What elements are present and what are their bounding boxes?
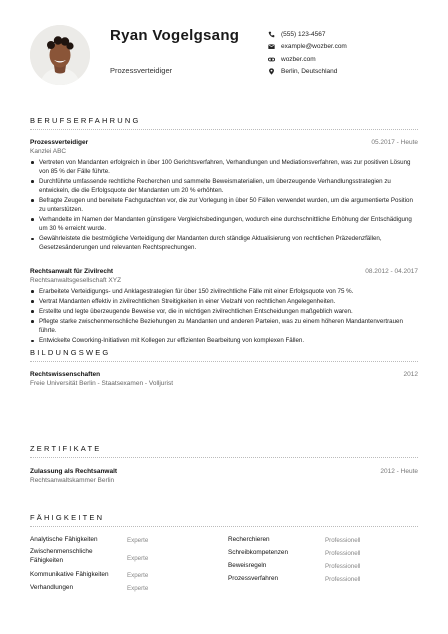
job-2-company: Rechtsanwaltsgesellschaft XYZ (30, 277, 122, 284)
education-institution: Freie Universität Berlin - Staatsexamen - Volljurist (30, 380, 174, 387)
contact-email-text[interactable]: example@wozber.com (281, 43, 347, 51)
skill-name: Recherchieren (228, 536, 270, 543)
skill-name: Prozessverfahren (228, 575, 279, 582)
section-title-skills: FÄHIGKEITEN (30, 513, 105, 522)
education-date: 2012 (403, 371, 418, 378)
skill-level: Experte (127, 537, 149, 544)
skill-level: Professionell (325, 537, 361, 544)
job-title: Prozessverteidiger (110, 66, 173, 75)
skill-level: Professionell (325, 563, 361, 570)
section-divider (30, 129, 418, 130)
job-2-bullets (30, 287, 414, 346)
list-item: Verhandelte im Namen der Mandanten günstigere Vergleichsbedingungen, wodurch eine durchschnittliche Erhöhung der Entschädigung um 30 % erreicht wurde. (30, 215, 414, 233)
skill-level: Experte (127, 585, 149, 592)
certificate-date: 2012 - Heute (380, 468, 418, 475)
list-item: Erarbeitete Verteidigungs- und Anklagestrategien für über 150 zivilrechtliche Fälle mit einer Erfolgsquote von 75 %. (30, 287, 414, 296)
contact-website-text[interactable]: wozber.com (281, 55, 316, 63)
location-pin-icon (268, 68, 275, 75)
contact-phone-text[interactable]: (555) 123-4567 (281, 30, 326, 38)
contact-list (268, 28, 347, 78)
profile-photo (30, 25, 90, 85)
job-1-bullets (30, 158, 414, 253)
contact-location-text: Berlin, Deutschland (281, 68, 338, 76)
job-2-date: 08.2012 - 04.2017 (365, 268, 418, 275)
certificate-title: Zulassung als Rechtsanwalt (30, 468, 118, 475)
job-1-date: 05.2017 - Heute (371, 139, 418, 146)
skill-name: Analytische Fähigkeiten (30, 536, 98, 543)
skill-name: Verhandlungen (30, 584, 73, 591)
skill-level: Professionell (325, 550, 361, 557)
skill-level: Professionell (325, 576, 361, 583)
list-item: Durchführte umfassende rechtliche Recherchen und sammelte Beweismaterialien, um überzeugende Verhandlungsstrategien zu entwickeln, die die Erfolgsquote der Mandanten um 20 % erhöhten. (30, 177, 414, 195)
list-item: Gewährleistete die bestmögliche Verteidigung der Mandanten durch ständige Aktualisierung von rechtlichen Präzedenzfällen, Gesetzesänderungen und relevanten Rechtsprechungen. (30, 234, 414, 252)
list-item: Vertrat Mandanten effektiv in zivilrechtlichen Streitigkeiten in einer Vielzahl von rechtlichen Angelegenheiten. (30, 297, 414, 306)
skill-name: Schreibkompetenzen (228, 549, 289, 556)
list-item: Befragte Zeugen und bereitete Fachgutachten vor, die zur Vorlegung in über 50 Fällen verwendet wurden, um die argumentierte Position zu unterstützen. (30, 196, 414, 214)
link-icon (268, 56, 275, 63)
skill-level: Experte (127, 572, 149, 579)
contact-email (268, 41, 347, 54)
education-title: Rechtswissenschaften (30, 371, 101, 378)
section-divider (30, 457, 418, 458)
contact-phone (268, 28, 347, 41)
certificate-issuer: Rechtsanwaltskammer Berlin (30, 477, 115, 484)
contact-location (268, 66, 347, 79)
section-title-certificates: ZERTIFIKATE (30, 444, 102, 453)
list-item: Pflegte starke zwischenmenschliche Beziehungen zu Mandanten und anderen Parteien, was zu einem höheren Mandantenvertrauen führte. (30, 317, 414, 335)
mail-icon (268, 43, 275, 50)
job-1-title: Prozessverteidiger (30, 139, 89, 146)
skill-name: Kommunikative Fähigkeiten (30, 571, 109, 578)
skill-name: Zwischenmenschliche Fähigkeiten (30, 548, 93, 564)
person-name: Ryan Vogelgsang (110, 27, 240, 44)
section-divider (30, 526, 418, 527)
job-1-company: Kanzlei ABC (30, 148, 67, 155)
phone-icon (268, 31, 275, 38)
list-item: Vertreten von Mandanten erfolgreich in über 100 Gerichtsverfahren, Verhandlungen und Mediationsverfahren, was zur positiven Lösung von 85 % der Fälle führte. (30, 158, 414, 176)
section-title-experience: BERUFSERFAHRUNG (30, 116, 141, 125)
contact-website (268, 53, 347, 66)
section-title-education: BILDUNGSWEG (30, 348, 111, 357)
skill-level: Experte (127, 555, 149, 562)
list-item: Erstellte und legte überzeugende Beweise vor, die in wichtigen zivilrechtlichen Entscheidungen maßgeblich waren. (30, 307, 414, 316)
section-divider (30, 361, 418, 362)
list-item: Entwickelte Coworking-Initiativen mit Kollegen zur effizienten Bearbeitung von komplexen Fällen. (30, 336, 414, 345)
job-2-title: Rechtsanwalt für Zivilrecht (30, 268, 114, 275)
skill-name: Beweisregeln (228, 562, 267, 569)
